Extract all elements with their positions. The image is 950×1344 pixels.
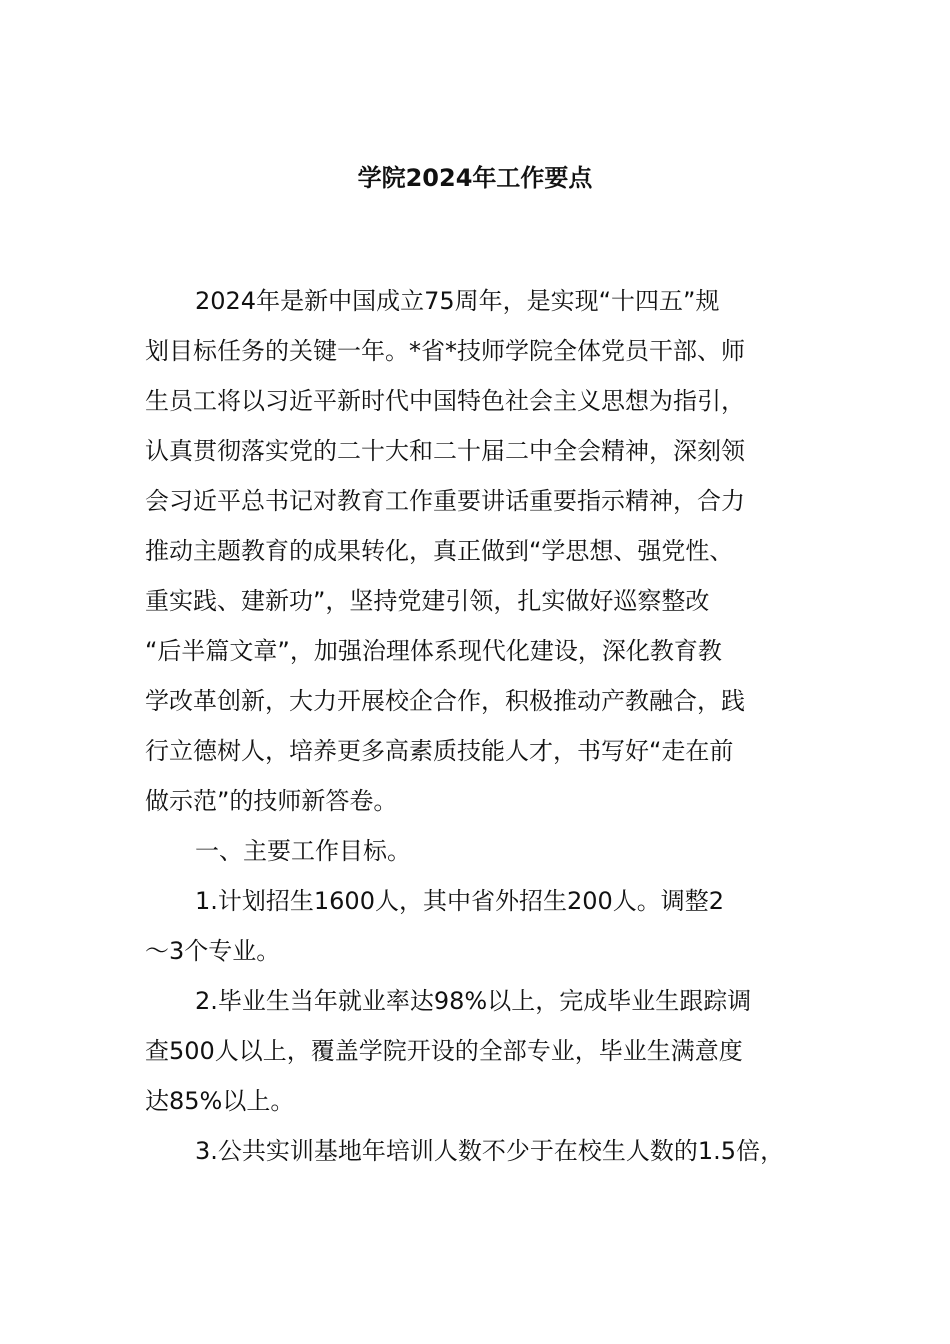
goal-1-line-2: ～3个专业。 bbox=[145, 937, 281, 965]
goal-2-line-3: 达85%以上。 bbox=[145, 1087, 295, 1115]
section-heading-goals: 一、主要工作目标。 bbox=[195, 837, 411, 865]
goal-3-line-1: 3.公共实训基地年培训人数不少于在校生人数的1.5倍， bbox=[195, 1137, 785, 1165]
document-title: 学院2024年工作要点 bbox=[357, 164, 593, 192]
body-line-5: 会习近平总书记对教育工作重要讲话重要指示精神，合力 bbox=[145, 487, 745, 515]
body-line-8: “后半篇文章”，加强治理体系现代化建设，深化教育教 bbox=[145, 637, 722, 665]
body-line-6: 推动主题教育的成果转化，真正做到“学思想、强党性、 bbox=[145, 537, 734, 565]
body-line-11: 做示范”的技师新答卷。 bbox=[145, 787, 398, 815]
body-line-10: 行立德树人，培养更多高素质技能人才，书写好“走在前 bbox=[145, 737, 734, 765]
body-line-3: 生员工将以习近平新时代中国特色社会主义思想为指引， bbox=[145, 387, 745, 415]
body-line-7: 重实践、建新功”，坚持党建引领，扎实做好巡察整改 bbox=[145, 587, 710, 615]
goal-2-line-2: 查500人以上，覆盖学院开设的全部专业，毕业生满意度 bbox=[145, 1037, 743, 1065]
body-line-1: 2024年是新中国成立75周年，是实现“十四五”规 bbox=[195, 287, 720, 315]
goal-2-line-1: 2.毕业生当年就业率达98%以上，完成毕业生跟踪调 bbox=[195, 987, 752, 1015]
body-line-9: 学改革创新，大力开展校企合作，积极推动产教融合，践 bbox=[145, 687, 745, 715]
goal-1-line-1: 1.计划招生1600人，其中省外招生200人。调整2 bbox=[195, 887, 725, 915]
body-line-2: 划目标任务的关键一年。*省*技师学院全体党员干部、师 bbox=[145, 337, 745, 365]
body-line-4: 认真贯彻落实党的二十大和二十届二中全会精神，深刻领 bbox=[145, 437, 745, 465]
